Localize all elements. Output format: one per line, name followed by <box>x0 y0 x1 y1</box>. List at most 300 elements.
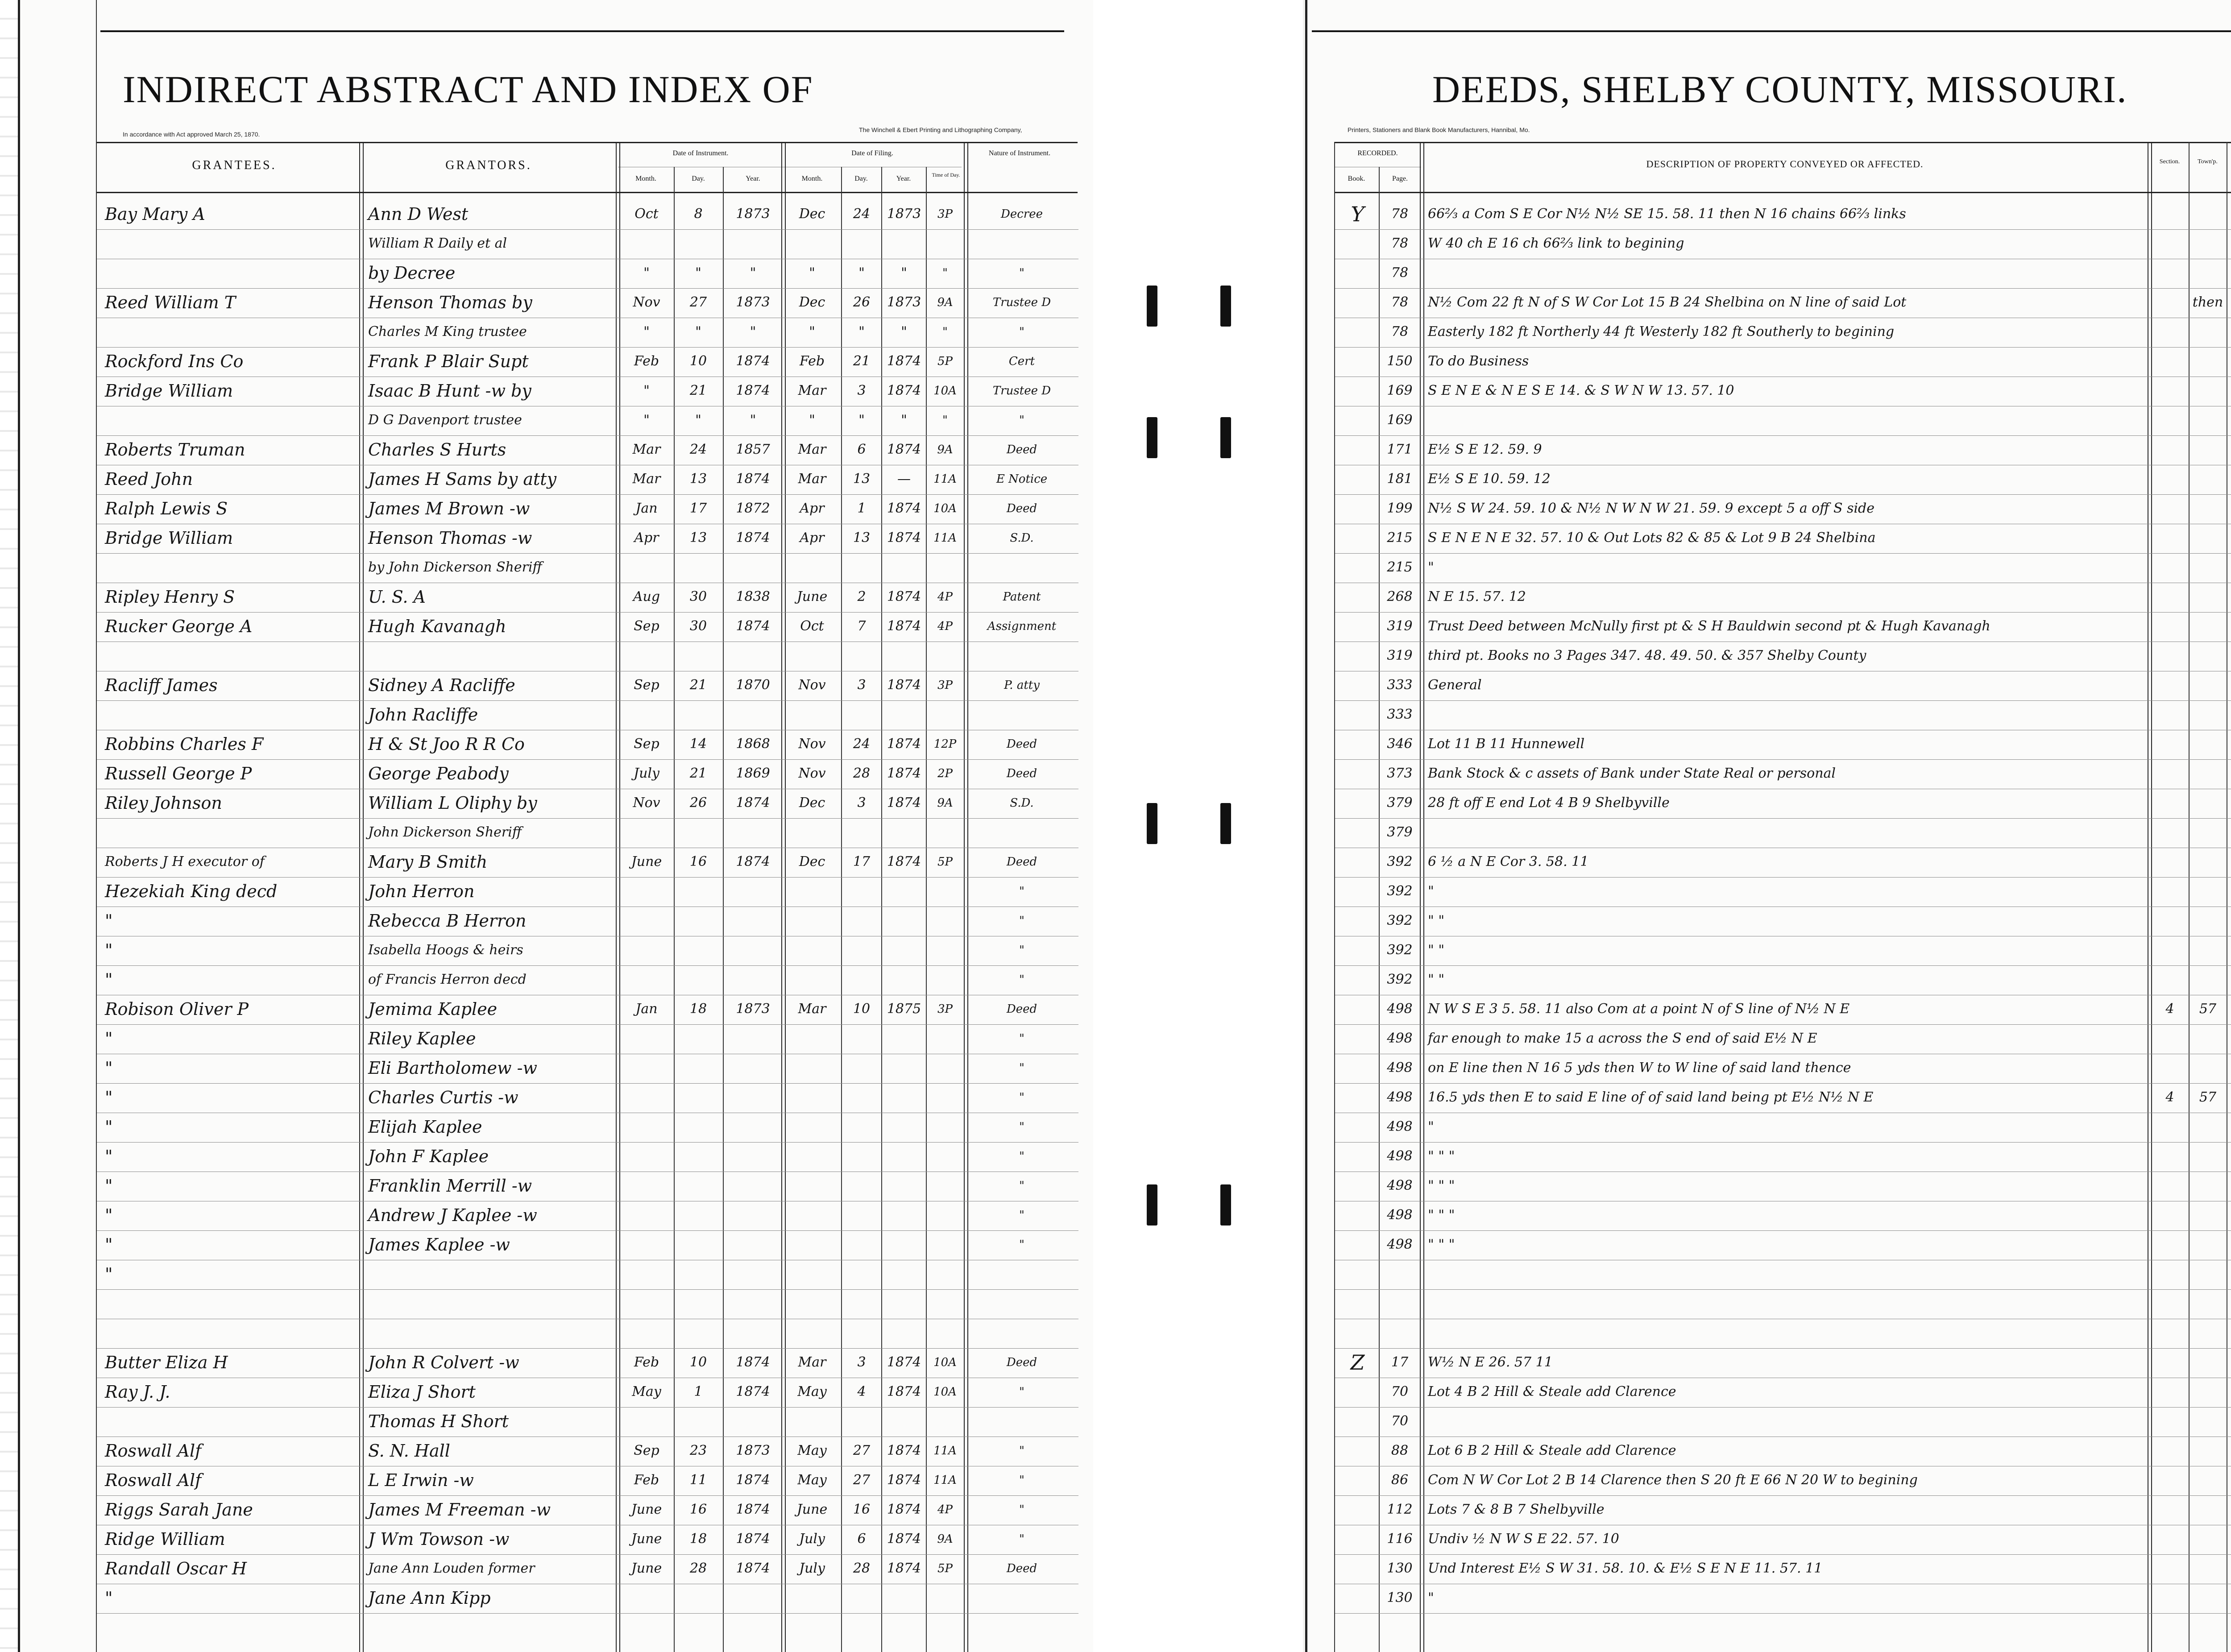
header-top-rule <box>1334 142 2231 143</box>
nature-cell: " <box>1019 1238 1024 1251</box>
grantor-cell: Henson Thomas -w <box>368 528 532 548</box>
nature-cell: S.D. <box>1010 531 1034 545</box>
description-cell: N W S E 3 5. 58. 11 also Com at a point N of S line of N½ N E <box>1428 1001 1850 1017</box>
grantor-cell: by John Dickerson Sheriff <box>368 559 542 575</box>
filing-day-cell: 3 <box>857 677 866 693</box>
book-cell: Z <box>1350 1350 1365 1375</box>
description-cell: " " <box>1428 972 1445 987</box>
filing-month-cell: Apr <box>800 530 825 546</box>
recorded-page-cell: 498 <box>1387 1237 1413 1252</box>
grantee-cell: Robison Oliver P <box>105 999 249 1019</box>
description-cell: General <box>1428 677 1482 693</box>
filing-year-cell: — <box>897 471 911 487</box>
filing-month-cell: Mar <box>798 442 826 457</box>
instrument-year-cell: 1873 <box>736 1001 770 1017</box>
filing-month-cell: Dec <box>799 206 825 222</box>
filing-month-cell: Apr <box>800 501 825 516</box>
grantor-cell: Jemima Kaplee <box>368 999 498 1019</box>
nature-cell: Decree <box>1001 207 1043 221</box>
column-rule <box>841 167 842 1652</box>
filing-year-cell: 1874 <box>887 854 921 869</box>
grantor-cell: U. S. A <box>368 587 426 607</box>
description-cell: S E N E N E 32. 57. 10 & Out Lots 82 & 85 & Lot 9 B 24 Shelbina <box>1428 530 1876 546</box>
instrument-day-cell: 21 <box>689 766 707 781</box>
grantor-cell: Isabella Hoogs & heirs <box>368 942 523 958</box>
grantor-cell: Hugh Kavanagh <box>368 617 506 636</box>
instrument-month-cell: Sep <box>634 677 659 693</box>
grantee-cell: " <box>105 1088 113 1107</box>
nature-cell: " <box>1019 973 1024 986</box>
instrument-month-cell: Feb <box>634 353 659 369</box>
description-cell: E½ S E 10. 59. 12 <box>1428 471 1551 487</box>
recorded-page-cell: 171 <box>1387 442 1413 457</box>
nature-cell: S.D. <box>1010 796 1034 810</box>
row-rule <box>97 1230 1078 1231</box>
instrument-year-cell: 1874 <box>736 1354 770 1370</box>
row-rule <box>1335 1554 2231 1555</box>
instrument-month-cell: " <box>643 412 650 428</box>
nature-header: Nature of Instrument. <box>988 149 1051 157</box>
recorded-page-cell: 215 <box>1387 530 1413 546</box>
filing-year-cell: 1875 <box>887 1001 921 1017</box>
recorded-header: RECORDED. <box>1357 149 1398 157</box>
recorded-page-cell: 498 <box>1387 1178 1413 1193</box>
filing-day-cell: " <box>858 265 865 281</box>
right-page-title: DEEDS, SHELBY COUNTY, MISSOURI. <box>1432 68 2127 111</box>
description-cell: Lots 7 & 8 B 7 Shelbyville <box>1428 1502 1605 1517</box>
row-rule <box>97 1142 1078 1143</box>
grantor-cell: Eliza J Short <box>368 1382 476 1402</box>
recorded-page-cell: 181 <box>1387 471 1413 487</box>
nature-cell: " <box>1019 325 1024 339</box>
filing-month-cell: June <box>796 1502 828 1517</box>
time-of-day-cell: 4P <box>937 1503 953 1516</box>
nature-cell: " <box>1019 1150 1024 1163</box>
nature-cell: " <box>1019 1532 1024 1546</box>
instrument-year-cell: 1873 <box>736 1443 770 1458</box>
time-of-day-cell: 4P <box>937 620 953 633</box>
time-of-day-cell: 10A <box>933 1356 957 1369</box>
act-note: In accordance with Act approved March 25, 1870. <box>123 131 260 138</box>
nature-cell: Assignment <box>987 620 1057 633</box>
instrument-year-cell: 1874 <box>736 353 770 369</box>
nature-cell: " <box>1019 1179 1024 1192</box>
row-rule <box>1335 1495 2231 1496</box>
row-rule <box>97 553 1078 554</box>
instrument-month-cell: Jan <box>635 1001 658 1017</box>
recorded-page-cell: 86 <box>1391 1472 1409 1488</box>
inst-year-header: Year. <box>746 175 760 182</box>
binding-mark <box>1220 417 1231 458</box>
filing-month-cell: Mar <box>798 471 826 487</box>
time-of-day-cell: 11A <box>933 472 957 486</box>
instrument-month-cell: Oct <box>634 206 659 222</box>
grantee-cell: Hezekiah King decd <box>105 882 278 901</box>
description-cell: Easterly 182 ft Northerly 44 ft Westerly 182 ft Southerly to begining <box>1428 324 1895 340</box>
nature-cell: Deed <box>1006 502 1037 515</box>
column-rule <box>1379 167 1380 1652</box>
filing-year-cell: 1873 <box>887 206 921 222</box>
nature-cell: " <box>1019 885 1024 898</box>
description-cell: Lot 11 B 11 Hunnewell <box>1428 736 1585 752</box>
row-rule <box>97 435 1078 436</box>
grantee-cell: Bay Mary A <box>105 204 205 224</box>
grantor-cell: Henson Thomas by <box>368 293 532 312</box>
column-rule <box>616 142 620 1652</box>
description-header: DESCRIPTION OF PROPERTY CONVEYED OR AFFECTED. <box>1646 158 1924 170</box>
grantor-cell: Charles S Hurts <box>368 440 506 460</box>
description-cell: " " <box>1428 913 1445 928</box>
grantee-cell: Butter Eliza H <box>105 1353 228 1372</box>
recorded-page-cell: 379 <box>1387 824 1413 840</box>
instrument-month-cell: Sep <box>634 1443 659 1458</box>
grantee-cell: Reed William T <box>105 293 236 312</box>
filing-day-cell: " <box>858 412 865 428</box>
row-rule <box>97 818 1078 819</box>
description-cell: 66⅔ a Com S E Cor N½ N½ SE 15. 58. 11 then N 16 chains 66⅔ links <box>1428 206 1906 222</box>
description-cell: S E N E & N E S E 14. & S W N W 13. 57. 10 <box>1428 383 1734 398</box>
column-rule <box>926 167 927 1652</box>
time-of-day-cell: 5P <box>937 855 953 869</box>
date-filing-header: Date of Filing. <box>851 149 893 157</box>
column-rule <box>674 167 675 1652</box>
filing-year-cell: 1874 <box>887 589 921 604</box>
nature-cell: " <box>1019 914 1024 927</box>
instrument-day-cell: 16 <box>689 1502 707 1517</box>
grantor-cell: S. N. Hall <box>368 1441 450 1461</box>
filing-month-cell: July <box>799 1561 825 1576</box>
instrument-year-cell: 1873 <box>736 206 770 222</box>
time-of-day-cell: 9A <box>937 443 953 456</box>
instrument-day-cell: 30 <box>689 589 707 604</box>
filing-month-cell: " <box>809 265 815 281</box>
instrument-month-cell: Aug <box>633 589 660 604</box>
filing-year-cell: 1874 <box>887 501 921 516</box>
grantor-cell: William L Oliphy by <box>368 793 537 813</box>
time-of-day-cell: 12P <box>933 737 957 751</box>
filing-day-cell: 24 <box>853 206 871 222</box>
instrument-day-cell: " <box>695 324 701 340</box>
time-of-day-cell: 9A <box>937 1532 953 1546</box>
filing-year-cell: 1874 <box>887 1561 921 1576</box>
recorded-page-cell: 392 <box>1387 972 1413 987</box>
nature-cell: Deed <box>1006 1002 1037 1016</box>
filing-year-cell: 1874 <box>887 1531 921 1547</box>
description-cell: 16.5 yds then E to said E line of of said land being pt E½ N½ N E <box>1428 1089 1874 1105</box>
grantee-cell: Roberts J H executor of <box>105 854 265 869</box>
filing-month-header: Month. <box>801 175 823 182</box>
row-rule <box>1335 1142 2231 1143</box>
row-rule <box>97 877 1078 878</box>
description-cell: " " " <box>1428 1178 1455 1193</box>
time-of-day-cell: 5P <box>937 1562 953 1575</box>
filing-day-cell: 13 <box>853 530 871 546</box>
instrument-year-cell: 1857 <box>736 442 770 457</box>
instrument-day-cell: 17 <box>689 501 707 516</box>
grantee-cell: Robbins Charles F <box>105 734 264 754</box>
instrument-year-cell: 1873 <box>736 294 770 310</box>
grantee-cell: " <box>105 1117 113 1137</box>
recorded-page-cell: 70 <box>1391 1384 1409 1399</box>
grantor-cell: J Wm Towson -w <box>368 1529 510 1549</box>
filing-month-cell: Mar <box>798 383 826 398</box>
grantee-cell: Bridge William <box>105 528 233 548</box>
instrument-day-cell: 30 <box>689 618 707 634</box>
time-of-day-cell: 10A <box>933 384 957 397</box>
instrument-year-cell: 1874 <box>736 1561 770 1576</box>
filing-month-cell: Feb <box>799 353 825 369</box>
range-cell <box>2228 997 2231 1022</box>
nature-cell: E Notice <box>996 472 1048 486</box>
grantor-cell: Rebecca B Herron <box>368 911 527 931</box>
row-rule <box>1335 965 2231 966</box>
filing-day-cell: 2 <box>857 589 866 604</box>
filing-year-cell: 1874 <box>887 353 921 369</box>
nature-cell: P. atty <box>1004 679 1040 692</box>
nature-cell: " <box>1019 944 1024 957</box>
row-rule <box>97 1407 1078 1408</box>
row-rule <box>97 1289 1078 1290</box>
instrument-year-cell: " <box>750 412 756 428</box>
description-cell: N½ S W 24. 59. 10 & N½ N W N W 21. 59. 9 except 5 a off S side <box>1428 501 1875 516</box>
recorded-page-cell: 333 <box>1387 677 1413 693</box>
grantee-cell: " <box>105 1264 113 1284</box>
instrument-day-cell: 21 <box>689 677 707 693</box>
filing-day-cell: 3 <box>857 795 866 811</box>
column-rule <box>1334 142 1335 1652</box>
nature-cell: Deed <box>1006 737 1037 751</box>
filing-day-cell: 16 <box>853 1502 871 1517</box>
filing-day-cell: 13 <box>853 471 871 487</box>
grantor-cell: Charles M King trustee <box>368 324 527 340</box>
description-cell: Undiv ½ N W S E 22. 57. 10 <box>1428 1531 1619 1547</box>
recorded-page-cell: 498 <box>1387 1207 1413 1223</box>
row-rule <box>97 965 1078 966</box>
nature-cell: " <box>1019 1209 1024 1222</box>
grantor-cell: Eli Bartholomew -w <box>368 1058 538 1078</box>
book-cell: Y <box>1351 202 1364 226</box>
grantor-cell: of Francis Herron decd <box>368 972 527 987</box>
row-rule <box>1335 877 2231 878</box>
instrument-year-cell: 1874 <box>736 618 770 634</box>
row-rule <box>1335 759 2231 760</box>
instrument-month-cell: " <box>643 265 650 281</box>
grantor-cell: John F Kaplee <box>368 1147 489 1166</box>
time-of-day-cell: 3P <box>937 679 953 692</box>
instrument-month-cell: Sep <box>634 618 659 634</box>
instrument-month-cell: July <box>634 766 659 781</box>
row-rule <box>97 1348 1078 1349</box>
description-cell: third pt. Books no 3 Pages 347. 48. 49. 50. & 357 Shelby County <box>1428 648 1866 663</box>
recorded-page-cell: 150 <box>1387 353 1413 369</box>
instrument-month-cell: Jan <box>635 501 658 516</box>
instrument-month-cell: Feb <box>634 1472 659 1488</box>
instrument-year-cell: 1874 <box>736 471 770 487</box>
recorded-page-cell: 498 <box>1387 1119 1413 1134</box>
filing-day-cell: 27 <box>853 1472 871 1488</box>
grantee-cell: Ridge William <box>105 1529 225 1549</box>
top-border-line <box>1312 30 2231 32</box>
instrument-day-cell: " <box>695 412 701 428</box>
instrument-day-cell: 27 <box>689 294 707 310</box>
binding-mark <box>1220 286 1231 327</box>
grantee-cell: Riggs Sarah Jane <box>105 1500 253 1520</box>
time-of-day-cell: 9A <box>937 296 953 309</box>
nature-cell: Deed <box>1006 767 1037 780</box>
grantee-cell: Racliff James <box>105 675 218 695</box>
column-rule <box>964 142 968 1652</box>
row-rule <box>97 1613 1078 1614</box>
filing-day-cell: 3 <box>857 383 866 398</box>
nature-cell: Deed <box>1006 443 1037 456</box>
filing-year-cell: 1874 <box>887 766 921 781</box>
instrument-day-cell: 1 <box>694 1384 703 1399</box>
instrument-year-cell: 1838 <box>736 589 770 604</box>
section-header: Section. <box>2159 158 2180 165</box>
instrument-year-cell: 1874 <box>736 1531 770 1547</box>
filing-year-cell: 1874 <box>887 736 921 752</box>
binding-mark <box>1147 803 1157 844</box>
binding-mark <box>1147 417 1157 458</box>
description-cell: " " " <box>1428 1148 1455 1164</box>
row-rule <box>97 700 1078 701</box>
column-rule <box>359 142 364 1652</box>
filing-month-cell: July <box>799 1531 825 1547</box>
row-rule <box>1335 612 2231 613</box>
recorded-page-cell: 379 <box>1387 795 1413 811</box>
row-rule <box>97 1554 1078 1555</box>
instrument-day-cell: 24 <box>689 442 707 457</box>
filing-month-cell: May <box>797 1443 827 1458</box>
instrument-day-cell: " <box>695 265 701 281</box>
filing-day-cell: 7 <box>857 618 866 634</box>
grantor-cell: John Dickerson Sheriff <box>368 824 522 840</box>
instrument-day-cell: 14 <box>689 736 707 752</box>
grantee-cell: " <box>105 1588 113 1608</box>
instrument-day-cell: 26 <box>689 795 707 811</box>
recorded-page-cell: 498 <box>1387 1001 1413 1017</box>
grantor-cell: George Peabody <box>368 764 509 783</box>
row-rule <box>1335 435 2231 436</box>
instrument-day-cell: 11 <box>689 1472 707 1488</box>
row-rule <box>1335 1407 2231 1408</box>
recorded-page-cell: 498 <box>1387 1060 1413 1076</box>
time-of-day-cell: 2P <box>937 767 953 780</box>
township-cell: then <box>2192 294 2223 310</box>
recorded-page-cell: 392 <box>1387 854 1413 869</box>
grantor-cell: Ann D West <box>368 204 469 224</box>
description-cell: Bank Stock & c assets of Bank under State Real or personal <box>1428 766 1836 781</box>
filing-month-cell: Nov <box>798 677 826 693</box>
recorded-page-cell: 88 <box>1391 1443 1409 1458</box>
filing-day-cell: 1 <box>857 501 866 516</box>
row-rule <box>1335 1024 2231 1025</box>
row-rule <box>1335 1289 2231 1290</box>
recorded-page-cell: 392 <box>1387 883 1413 899</box>
filing-month-cell: Mar <box>798 1354 826 1370</box>
row-rule <box>97 347 1078 348</box>
grantee-cell: Roswall Alf <box>105 1441 202 1461</box>
nature-cell: " <box>1019 1091 1024 1104</box>
top-border-line <box>100 30 1064 32</box>
township-header: Town'p. <box>2198 158 2218 165</box>
binding-mark <box>1220 1184 1231 1226</box>
recorded-page-cell: 373 <box>1387 766 1413 781</box>
description-cell: " " <box>1428 942 1445 958</box>
description-cell: 6 ½ a N E Cor 3. 58. 11 <box>1428 854 1589 869</box>
column-rule <box>1420 142 1424 1652</box>
recorded-page-cell: 319 <box>1387 648 1413 663</box>
instrument-day-cell: 8 <box>694 206 703 222</box>
filing-day-cell: 27 <box>853 1443 871 1458</box>
grantor-cell: Riley Kaplee <box>368 1029 476 1048</box>
section-cell: 4 <box>2165 1001 2174 1017</box>
grantee-cell: " <box>105 1058 113 1078</box>
printer-note: The Winchell & Ebert Printing and Lithographing Company, <box>859 126 1022 133</box>
filing-day-cell: 24 <box>853 736 871 752</box>
instrument-year-cell: " <box>750 265 756 281</box>
column-rule <box>96 0 97 1652</box>
time-of-day-cell: " <box>942 266 948 280</box>
recorded-page-cell: 333 <box>1387 707 1413 722</box>
filing-day-cell: 4 <box>857 1384 866 1399</box>
township-cell: 57 <box>2199 1001 2217 1017</box>
grantee-cell: Rucker George A <box>105 617 253 636</box>
filing-year-cell: 1874 <box>887 1354 921 1370</box>
instrument-month-cell: Nov <box>633 294 660 310</box>
binding-mark <box>1147 286 1157 327</box>
grantee-cell: " <box>105 1205 113 1225</box>
description-cell: N E 15. 57. 12 <box>1428 589 1526 604</box>
grantee-cell: " <box>105 1029 113 1048</box>
instrument-year-cell: 1874 <box>736 795 770 811</box>
nature-cell: " <box>1019 414 1024 427</box>
filing-day-header: Day. <box>854 175 868 182</box>
row-rule <box>97 612 1078 613</box>
row-rule <box>1335 1348 2231 1349</box>
column-rule <box>881 167 882 1652</box>
grantor-cell: James M Brown -w <box>368 499 530 518</box>
description-cell: " <box>1428 1119 1434 1134</box>
filing-month-cell: Nov <box>798 736 826 752</box>
recorded-page-cell: 199 <box>1387 501 1413 516</box>
grantor-cell: John R Colvert -w <box>368 1353 519 1372</box>
grantor-cell: James Kaplee -w <box>368 1235 510 1255</box>
grantees-header: GRANTEES. <box>192 158 277 172</box>
nature-cell: Deed <box>1006 855 1037 869</box>
instrument-year-cell: 1874 <box>736 530 770 546</box>
book-gutter <box>1093 0 1303 1652</box>
instrument-year-cell: 1874 <box>736 1502 770 1517</box>
right-ledger-page <box>1305 0 2231 1652</box>
nature-cell: Trustee D <box>992 296 1051 309</box>
nature-cell: " <box>1019 1503 1024 1516</box>
recorded-page-cell: 498 <box>1387 1089 1413 1105</box>
time-of-day-cell: 11A <box>933 1474 957 1487</box>
recorded-page-cell: 112 <box>1387 1502 1413 1517</box>
grantee-cell: " <box>105 1147 113 1166</box>
grantor-cell: Frank P Blair Supt <box>368 352 529 371</box>
grantee-cell: " <box>105 911 113 931</box>
instrument-day-cell: 13 <box>689 471 707 487</box>
filing-day-cell: 28 <box>853 1561 871 1576</box>
grantor-cell: Thomas H Short <box>368 1412 509 1431</box>
filing-year-cell: " <box>901 265 907 281</box>
book-header: Book. <box>1348 175 1365 182</box>
recorded-page-cell: 78 <box>1391 206 1409 222</box>
description-cell: W½ N E 26. 57 11 <box>1428 1354 1553 1370</box>
instrument-month-cell: Mar <box>632 442 661 457</box>
